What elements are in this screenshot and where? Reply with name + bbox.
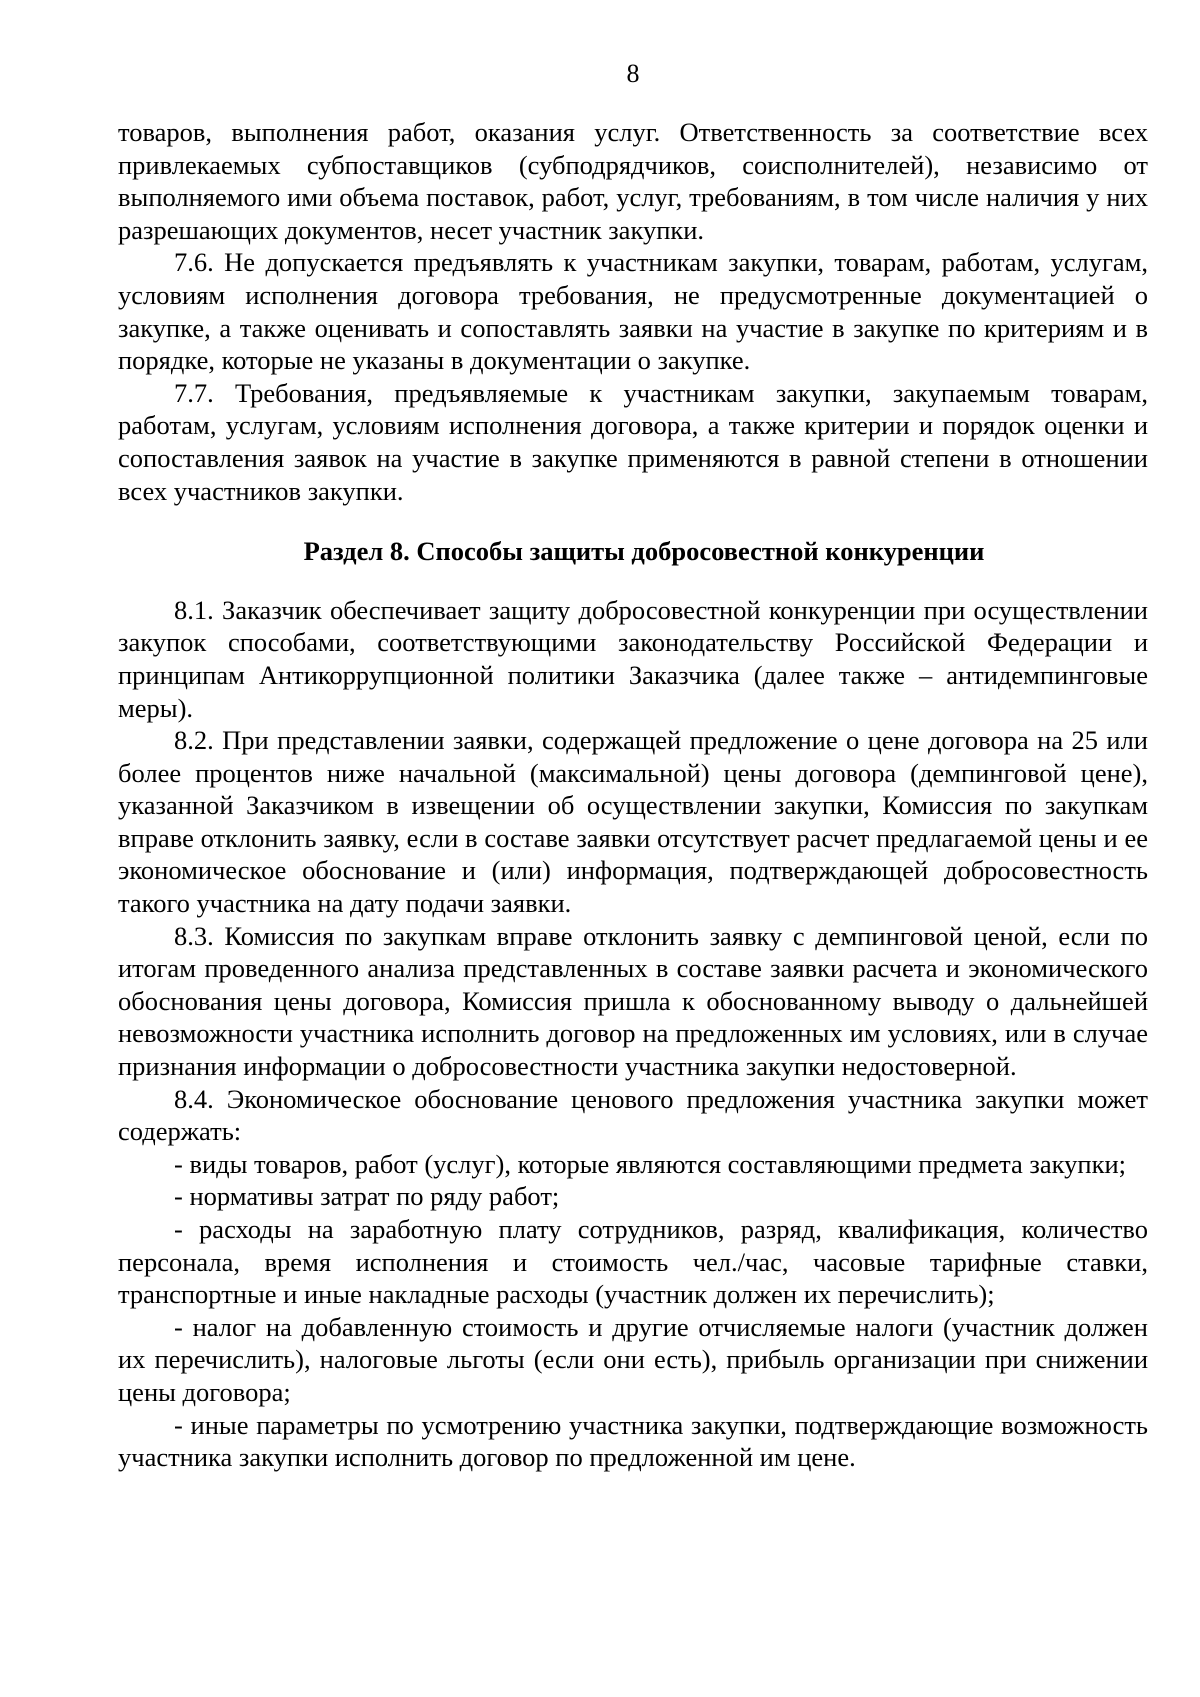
list-item-goods-types: - виды товаров, работ (услуг), которые являются составляющими предмета закупки; xyxy=(174,1148,1126,1179)
section-heading: Раздел 8. Способы защиты добросовестной конкуренции xyxy=(303,536,985,567)
list-item-salary-costs: - расходы на заработную плату сотрудников, разряд, квалификация, количество персонала, время исполнения и стоимость чел./час, часовые тарифные ставки, транспортные и иные накладные расходы (участник должен их перечислить); xyxy=(118,1214,1148,1310)
page-number: 8 xyxy=(626,59,640,88)
paragraph-7-7: 7.7. Требования, предъявляемые к участникам закупки, закупаемым товарам, работам, услугам, условиям исполнения договора, а также критерии и порядок оценки и сопоставления заявок на участие в закупке применяются в равной степени в отношении всех участников закупки. xyxy=(118,377,1148,506)
paragraph-8-2: 8.2. При представлении заявки, содержащей предложение о цене договора на 25 или более процентов ниже начальной (максимальной) цены договора (демпинговой цене), указанной Заказчиком в извещении об осуществлении закупки, Комиссия по закупкам вправе отклонить заявку, если в составе заявки отсутствует расчет предлагаемой цены и ее экономическое обоснование и (или) информация, подтверждающей добросовестность такого участника на дату подачи заявки. xyxy=(118,725,1148,919)
paragraph-7-6: 7.6. Не допускается предъявлять к участникам закупки, товарам, работам, услугам, условиям исполнения договора требования, не предусмотренные документацией о закупке, а также оценивать и сопоставлять заявки на участие в закупке по критериям и в порядке, которые не указаны в документации о закупке. xyxy=(118,247,1148,376)
paragraph-8-4: 8.4. Экономическое обоснование ценового предложения участника закупки может содержать: xyxy=(118,1083,1148,1147)
paragraph-8-1: 8.1. Заказчик обеспечивает защиту добросовестной конкуренции при осуществлении закупок способами, соответствующими законодательству Российской Федерации и принципам Антикоррупционной политики Заказчика (далее также – антидемпинговые меры). xyxy=(118,594,1148,723)
list-item-cost-norms: - нормативы затрат по ряду работ; xyxy=(174,1181,560,1212)
document-body xyxy=(118,116,1148,1474)
paragraph-8-3: 8.3. Комиссия по закупкам вправе отклонить заявку с демпинговой ценой, если по итогам проведенного анализа представленных в составе заявки расчета и экономического обоснования цены договора, Комиссия пришла к обоснованному выводу о дальнейшей невозможности участника исполнить договор на предложенных им условиях, или в случае признания информации о добросовестности участника закупки недостоверной. xyxy=(118,920,1148,1082)
list-item-taxes: - налог на добавленную стоимость и другие отчисляемые налоги (участник должен их перечислить), налоговые льготы (если они есть), прибыль организации при снижении цены договора; xyxy=(118,1311,1148,1407)
paragraph-continuation: товаров, выполнения работ, оказания услуг. Ответственность за соответствие всех привлекаемых субпоставщиков (субподрядчиков, соисполнителей), независимо от выполняемого ими объема поставок, работ, услуг, требованиям, в том числе наличия у них разрешающих документов, несет участник закупки. xyxy=(118,117,1148,245)
list-item-other-parameters: - иные параметры по усмотрению участника закупки, подтверждающие возможность участника закупки исполнить договор по предложенной им цене. xyxy=(118,1409,1148,1473)
